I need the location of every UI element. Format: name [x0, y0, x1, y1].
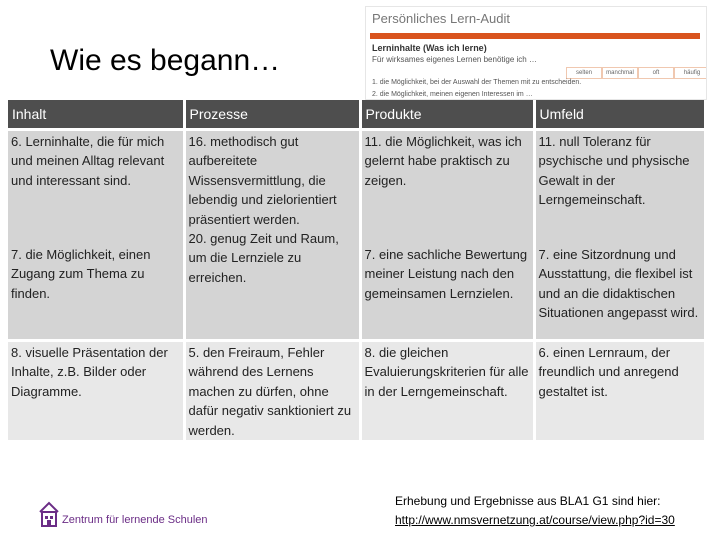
cell-item: 20. genug Zeit und Raum, um die Lernziele zu erreichen. — [188, 231, 339, 285]
table-row — [8, 342, 704, 440]
table-cell: 6. einen Lernraum, der freundlich und anregend gestaltet ist. — [534, 342, 704, 440]
header-prozesse: Prozesse — [184, 100, 360, 128]
header-inhalt: Inhalt — [8, 100, 184, 128]
source-note-text: Erhebung und Ergebnisse aus BLA1 G1 sind hier: — [395, 494, 661, 508]
cell-item: 16. methodisch gut aufbereitete Wissensvermittlung, die lebendig und zielorientiert präsentiert werden. — [188, 134, 337, 227]
thumbnail-column: oft — [638, 67, 674, 79]
table-cell: 8. die gleichen Evaluierungskriterien für alle in der Lerngemeinschaft. — [360, 342, 534, 440]
thumbnail-row: 2. die Möglichkeit, meinen eigenen Interessen im … — [372, 91, 533, 98]
source-note — [395, 492, 675, 530]
audit-table — [8, 100, 704, 440]
thumbnail-row: 1. die Möglichkeit, bei der Auswahl der Themen mit zu entscheiden. — [372, 79, 582, 86]
table-cell — [184, 131, 360, 339]
table-cell: 5. den Freiraum, Fehler während des Lernens machen zu dürfen, ohne dafür negativ sanktioniert zu werden. — [184, 342, 360, 440]
table-cell: 7. eine Sitzordnung und Ausstattung, die flexibel ist und an die didaktischen Situationen angepasst wird. — [534, 244, 704, 339]
table-cell: 11. null Toleranz für psychische und physische Gewalt in der Lerngemeinschaft. — [534, 131, 704, 244]
table-row — [8, 131, 704, 244]
table-cell: 11. die Möglichkeit, was ich gelernt habe praktisch zu zeigen. — [360, 131, 534, 244]
zentrum-logo — [38, 500, 208, 530]
header-umfeld: Umfeld — [534, 100, 704, 128]
thumbnail-accent-bar — [370, 33, 700, 39]
table-header-row — [8, 100, 704, 128]
thumbnail-heading: Persönliches Lern-Audit — [372, 11, 511, 26]
thumbnail-column: selten — [566, 67, 602, 79]
table-cell: 6. Lerninhalte, die für mich und meinen Alltag relevant und interessant sind. — [8, 131, 184, 244]
header-produkte: Produkte — [360, 100, 534, 128]
thumbnail-rating-columns — [566, 67, 707, 79]
slide-title: Wie es begann… — [50, 44, 281, 77]
table-cell: 8. visuelle Präsentation der Inhalte, z.B. Bilder oder Diagramme. — [8, 342, 184, 440]
school-house-icon — [38, 500, 60, 530]
thumbnail-column: manchmal — [602, 67, 638, 79]
thumbnail-subheading: Lerninhalte (Was ich lerne) — [372, 43, 487, 53]
table-cell: 7. eine sachliche Bewertung meiner Leistung nach den gemeinsamen Lernzielen. — [360, 244, 534, 339]
lern-audit-thumbnail — [365, 6, 707, 100]
course-link[interactable]: http://www.nmsvernetzung.at/course/view.php?id=30 — [395, 513, 675, 527]
thumbnail-intro: Für wirksames eigenes Lernen benötige ich … — [372, 55, 537, 64]
thumbnail-column: häufig — [674, 67, 707, 79]
logo-text: Zentrum für lernende Schulen — [62, 514, 208, 526]
table-cell: 7. die Möglichkeit, einen Zugang zum Thema zu finden. — [8, 244, 184, 339]
